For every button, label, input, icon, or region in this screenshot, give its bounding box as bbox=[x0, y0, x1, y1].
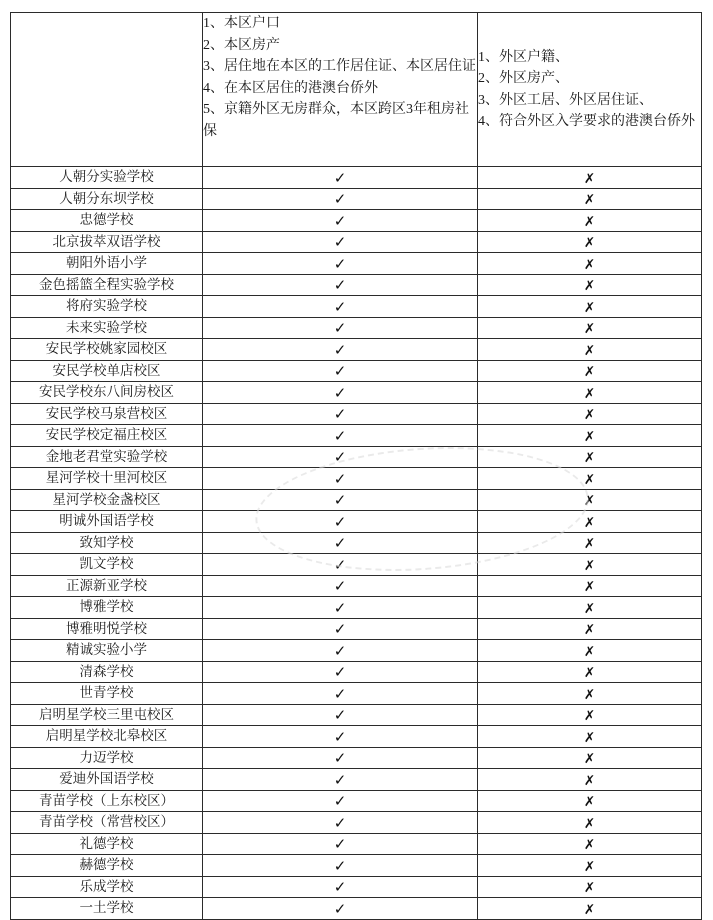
school-name-cell: 启明星学校三里屯校区 bbox=[11, 704, 203, 726]
cross-icon: ✗ bbox=[583, 579, 596, 596]
check-icon: ✓ bbox=[333, 362, 347, 381]
local-eligible-cell bbox=[203, 704, 478, 726]
school-name-cell: 北京拔萃双语学校 bbox=[11, 231, 203, 253]
table-row bbox=[11, 339, 702, 361]
check-icon: ✓ bbox=[333, 706, 347, 725]
school-name-cell: 将府实验学校 bbox=[11, 296, 203, 318]
cross-icon: ✗ bbox=[583, 471, 596, 488]
school-name-cell: 星河学校金盏校区 bbox=[11, 489, 203, 511]
cross-icon: ✗ bbox=[583, 772, 596, 789]
outer-eligible-cell bbox=[478, 554, 702, 576]
local-eligible-cell bbox=[203, 360, 478, 382]
table-row bbox=[11, 253, 702, 275]
outer-eligible-cell bbox=[478, 446, 702, 468]
school-name-cell: 精诚实验小学 bbox=[11, 640, 203, 662]
local-eligible-cell bbox=[203, 317, 478, 339]
table-row bbox=[11, 210, 702, 232]
local-eligible-cell bbox=[203, 446, 478, 468]
outer-eligible-cell bbox=[478, 360, 702, 382]
school-name-cell: 未来实验学校 bbox=[11, 317, 203, 339]
local-eligible-cell bbox=[203, 597, 478, 619]
check-icon: ✓ bbox=[333, 641, 347, 660]
table-row bbox=[11, 790, 702, 812]
school-name-cell: 安民学校姚家园校区 bbox=[11, 339, 203, 361]
cross-icon: ✗ bbox=[583, 729, 596, 746]
school-name-cell: 博雅学校 bbox=[11, 597, 203, 619]
cross-icon: ✗ bbox=[583, 321, 596, 338]
cross-icon: ✗ bbox=[583, 858, 596, 875]
school-name-cell: 忠德学校 bbox=[11, 210, 203, 232]
cross-icon: ✗ bbox=[583, 794, 596, 811]
check-icon: ✓ bbox=[333, 598, 347, 617]
check-icon: ✓ bbox=[333, 448, 347, 467]
table-row bbox=[11, 382, 702, 404]
outer-eligible-cell bbox=[478, 403, 702, 425]
check-icon: ✓ bbox=[333, 684, 347, 703]
cross-icon: ✗ bbox=[583, 815, 596, 832]
check-icon: ✓ bbox=[333, 899, 347, 918]
check-icon: ✓ bbox=[333, 426, 347, 445]
outer-eligible-cell bbox=[478, 876, 702, 898]
cross-icon: ✗ bbox=[583, 643, 596, 660]
school-name-cell: 人朝分东坝学校 bbox=[11, 188, 203, 210]
local-eligible-cell bbox=[203, 339, 478, 361]
check-icon: ✓ bbox=[333, 190, 347, 209]
school-name-cell: 爱迪外国语学校 bbox=[11, 769, 203, 791]
local-eligible-cell bbox=[203, 747, 478, 769]
cross-icon: ✗ bbox=[583, 213, 596, 230]
local-eligible-cell bbox=[203, 726, 478, 748]
school-name-cell: 力迈学校 bbox=[11, 747, 203, 769]
table-row bbox=[11, 446, 702, 468]
table-row bbox=[11, 640, 702, 662]
outer-eligible-cell bbox=[478, 188, 702, 210]
check-icon: ✓ bbox=[333, 856, 347, 875]
table-row bbox=[11, 532, 702, 554]
check-icon: ✓ bbox=[333, 727, 347, 746]
check-icon: ✓ bbox=[333, 469, 347, 488]
school-name-cell: 一土学校 bbox=[11, 898, 203, 920]
table-row bbox=[11, 554, 702, 576]
school-name-cell: 乐成学校 bbox=[11, 876, 203, 898]
local-eligible-cell bbox=[203, 188, 478, 210]
table-row bbox=[11, 403, 702, 425]
check-icon: ✓ bbox=[333, 254, 347, 273]
school-name-cell: 清森学校 bbox=[11, 661, 203, 683]
check-icon: ✓ bbox=[333, 276, 347, 295]
local-eligible-cell bbox=[203, 231, 478, 253]
table-row bbox=[11, 489, 702, 511]
outer-eligible-cell bbox=[478, 296, 702, 318]
outer-eligible-cell bbox=[478, 532, 702, 554]
table-row bbox=[11, 274, 702, 296]
local-eligible-cell bbox=[203, 468, 478, 490]
local-criterion-3: 3、居住地在本区的工作居住证、本区居住证 bbox=[203, 59, 476, 74]
cross-icon: ✗ bbox=[583, 686, 596, 703]
check-icon: ✓ bbox=[333, 233, 347, 252]
cross-icon: ✗ bbox=[583, 708, 596, 725]
school-name-cell: 青苗学校（常营校区） bbox=[11, 812, 203, 834]
header-school-cell bbox=[11, 13, 203, 167]
outer-eligible-cell bbox=[478, 790, 702, 812]
check-icon: ✓ bbox=[333, 663, 347, 682]
school-name-cell: 礼德学校 bbox=[11, 833, 203, 855]
cross-icon: ✗ bbox=[583, 837, 596, 854]
cross-icon: ✗ bbox=[583, 536, 596, 553]
table-row bbox=[11, 511, 702, 533]
school-name-cell: 启明星学校北皋校区 bbox=[11, 726, 203, 748]
table-row bbox=[11, 747, 702, 769]
local-eligible-cell bbox=[203, 640, 478, 662]
check-icon: ✓ bbox=[333, 792, 347, 811]
outer-eligible-cell bbox=[478, 468, 702, 490]
table-row bbox=[11, 876, 702, 898]
check-icon: ✓ bbox=[333, 405, 347, 424]
local-eligible-cell bbox=[203, 403, 478, 425]
local-eligible-cell bbox=[203, 210, 478, 232]
check-icon: ✓ bbox=[333, 813, 347, 832]
cross-icon: ✗ bbox=[583, 385, 596, 402]
cross-icon: ✗ bbox=[583, 751, 596, 768]
outer-eligible-cell bbox=[478, 382, 702, 404]
school-name-cell: 安民学校定福庄校区 bbox=[11, 425, 203, 447]
local-eligible-cell bbox=[203, 489, 478, 511]
table-row bbox=[11, 468, 702, 490]
check-icon: ✓ bbox=[333, 577, 347, 596]
check-icon: ✓ bbox=[333, 555, 347, 574]
check-icon: ✓ bbox=[333, 878, 347, 897]
local-eligible-cell bbox=[203, 382, 478, 404]
local-eligible-cell bbox=[203, 296, 478, 318]
table-row bbox=[11, 231, 702, 253]
local-eligible-cell bbox=[203, 855, 478, 877]
table-row bbox=[11, 661, 702, 683]
table-row bbox=[11, 188, 702, 210]
check-icon: ✓ bbox=[333, 297, 347, 316]
check-icon: ✓ bbox=[333, 512, 347, 531]
cross-icon: ✗ bbox=[583, 256, 596, 273]
check-icon: ✓ bbox=[333, 319, 347, 338]
table-row bbox=[11, 425, 702, 447]
school-name-cell: 博雅明悦学校 bbox=[11, 618, 203, 640]
outer-eligible-cell bbox=[478, 640, 702, 662]
outer-eligible-cell bbox=[478, 898, 702, 920]
cross-icon: ✗ bbox=[583, 192, 596, 209]
outer-eligible-cell bbox=[478, 167, 702, 189]
check-icon: ✓ bbox=[333, 835, 347, 854]
local-eligible-cell bbox=[203, 274, 478, 296]
outer-eligible-cell bbox=[478, 769, 702, 791]
local-criterion-1: 1、本区户口 bbox=[203, 16, 280, 31]
table-row bbox=[11, 317, 702, 339]
school-name-cell: 凯文学校 bbox=[11, 554, 203, 576]
table-row bbox=[11, 597, 702, 619]
table-row bbox=[11, 833, 702, 855]
local-eligible-cell bbox=[203, 532, 478, 554]
outer-eligible-cell bbox=[478, 489, 702, 511]
outer-eligible-cell bbox=[478, 683, 702, 705]
outer-eligible-cell bbox=[478, 833, 702, 855]
cross-icon: ✗ bbox=[583, 170, 596, 187]
school-name-cell: 致知学校 bbox=[11, 532, 203, 554]
admission-eligibility-table bbox=[10, 12, 702, 920]
local-eligible-cell bbox=[203, 683, 478, 705]
local-eligible-cell bbox=[203, 554, 478, 576]
local-criteria-list bbox=[203, 13, 477, 142]
local-eligible-cell bbox=[203, 769, 478, 791]
outer-criterion-1: 1、外区户籍、 bbox=[478, 49, 569, 65]
cross-icon: ✗ bbox=[583, 880, 596, 897]
outer-eligible-cell bbox=[478, 575, 702, 597]
table-row bbox=[11, 898, 702, 920]
outer-eligible-cell bbox=[478, 511, 702, 533]
check-icon: ✓ bbox=[333, 383, 347, 402]
outer-eligible-cell bbox=[478, 704, 702, 726]
table-row bbox=[11, 618, 702, 640]
table-row bbox=[11, 704, 702, 726]
outer-eligible-cell bbox=[478, 855, 702, 877]
outer-eligible-cell bbox=[478, 747, 702, 769]
check-icon: ✓ bbox=[333, 620, 347, 639]
school-name-cell: 安民学校马泉营校区 bbox=[11, 403, 203, 425]
local-eligible-cell bbox=[203, 253, 478, 275]
cross-icon: ✗ bbox=[583, 364, 596, 381]
outer-eligible-cell bbox=[478, 339, 702, 361]
header-local-criteria-cell bbox=[203, 13, 478, 167]
local-criterion-4: 4、在本区居住的港澳台侨外 bbox=[203, 80, 378, 96]
local-eligible-cell bbox=[203, 167, 478, 189]
local-eligible-cell bbox=[203, 833, 478, 855]
outer-eligible-cell bbox=[478, 317, 702, 339]
outer-criteria-list bbox=[478, 47, 701, 133]
check-icon: ✓ bbox=[333, 770, 347, 789]
cross-icon: ✗ bbox=[583, 665, 596, 682]
cross-icon: ✗ bbox=[583, 600, 596, 617]
cross-icon: ✗ bbox=[583, 622, 596, 639]
outer-eligible-cell bbox=[478, 597, 702, 619]
check-icon: ✓ bbox=[333, 340, 347, 359]
school-name-cell: 金色摇篮全程实验学校 bbox=[11, 274, 203, 296]
local-eligible-cell bbox=[203, 575, 478, 597]
school-name-cell: 正源新亚学校 bbox=[11, 575, 203, 597]
cross-icon: ✗ bbox=[583, 407, 596, 424]
school-name-cell: 明诚外国语学校 bbox=[11, 511, 203, 533]
cross-icon: ✗ bbox=[583, 901, 596, 918]
table-row bbox=[11, 683, 702, 705]
check-icon: ✓ bbox=[333, 491, 347, 510]
school-name-cell: 金地老君堂实验学校 bbox=[11, 446, 203, 468]
local-eligible-cell bbox=[203, 425, 478, 447]
outer-eligible-cell bbox=[478, 618, 702, 640]
outer-criterion-2: 2、外区房产、 bbox=[478, 71, 569, 86]
check-icon: ✓ bbox=[333, 168, 347, 187]
school-name-cell: 赫德学校 bbox=[11, 855, 203, 877]
cross-icon: ✗ bbox=[583, 235, 596, 252]
table-row bbox=[11, 726, 702, 748]
school-name-cell: 安民学校单店校区 bbox=[11, 360, 203, 382]
check-icon: ✓ bbox=[333, 211, 347, 230]
header-row bbox=[11, 13, 702, 167]
cross-icon: ✗ bbox=[583, 278, 596, 295]
local-eligible-cell bbox=[203, 790, 478, 812]
outer-eligible-cell bbox=[478, 661, 702, 683]
table-row bbox=[11, 812, 702, 834]
local-eligible-cell bbox=[203, 661, 478, 683]
cross-icon: ✗ bbox=[583, 450, 596, 467]
school-name-cell: 青苗学校（上东校区） bbox=[11, 790, 203, 812]
school-name-cell: 世青学校 bbox=[11, 683, 203, 705]
outer-eligible-cell bbox=[478, 253, 702, 275]
outer-eligible-cell bbox=[478, 812, 702, 834]
cross-icon: ✗ bbox=[583, 514, 596, 531]
outer-eligible-cell bbox=[478, 231, 702, 253]
school-name-cell: 人朝分实验学校 bbox=[11, 167, 203, 189]
table-row bbox=[11, 296, 702, 318]
outer-eligible-cell bbox=[478, 425, 702, 447]
local-eligible-cell bbox=[203, 876, 478, 898]
school-name-cell: 安民学校东八间房校区 bbox=[11, 382, 203, 404]
local-criterion-5: 5、京籍外区无房群众，本区跨区3年租房社保 bbox=[203, 102, 469, 139]
cross-icon: ✗ bbox=[583, 299, 596, 316]
header-outer-criteria-cell bbox=[478, 13, 702, 167]
table-row bbox=[11, 360, 702, 382]
outer-eligible-cell bbox=[478, 210, 702, 232]
outer-criterion-4: 4、符合外区入学要求的港澳台侨外 bbox=[478, 114, 695, 129]
school-name-cell: 朝阳外语小学 bbox=[11, 253, 203, 275]
check-icon: ✓ bbox=[333, 749, 347, 768]
local-eligible-cell bbox=[203, 618, 478, 640]
table-row bbox=[11, 167, 702, 189]
local-eligible-cell bbox=[203, 812, 478, 834]
cross-icon: ✗ bbox=[583, 557, 596, 574]
cross-icon: ✗ bbox=[583, 493, 596, 510]
check-icon: ✓ bbox=[333, 534, 347, 553]
table-row bbox=[11, 855, 702, 877]
cross-icon: ✗ bbox=[583, 342, 596, 359]
local-eligible-cell bbox=[203, 898, 478, 920]
table-row bbox=[11, 769, 702, 791]
outer-criterion-3: 3、外区工居、外区居住证、 bbox=[478, 92, 653, 108]
school-name-cell: 星河学校十里河校区 bbox=[11, 468, 203, 490]
local-eligible-cell bbox=[203, 511, 478, 533]
outer-eligible-cell bbox=[478, 274, 702, 296]
cross-icon: ✗ bbox=[583, 428, 596, 445]
outer-eligible-cell bbox=[478, 726, 702, 748]
table-row bbox=[11, 575, 702, 597]
local-criterion-2: 2、本区房产 bbox=[203, 37, 280, 53]
